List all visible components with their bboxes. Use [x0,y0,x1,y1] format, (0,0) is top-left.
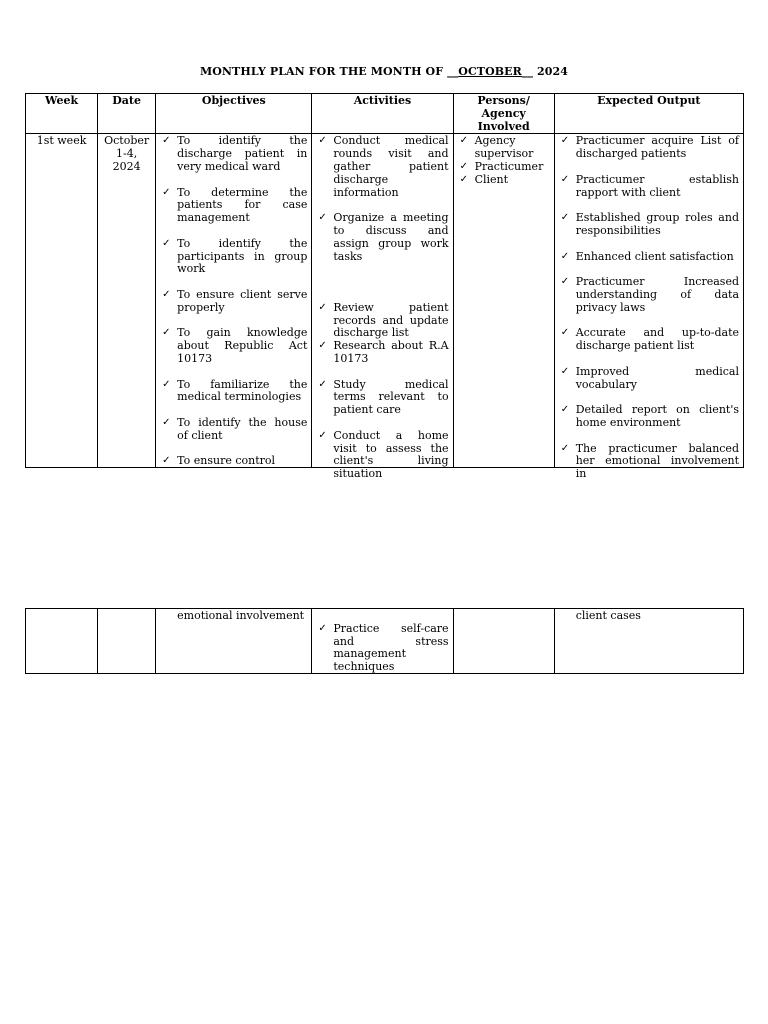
activities-cell [312,134,453,481]
monthly-plan-table-continued [25,608,744,674]
list-item: ✓ To gain knowledge about Republic Act 10173 [160,327,307,365]
objectives-cell [156,134,312,468]
activities-cell [312,609,453,674]
date-line: 1-4, [116,147,138,161]
list-item: ✓ Organize a meeting to discuss and assign group work tasks [316,212,448,263]
outputs-list [555,134,743,481]
list-item: ✓ The practicumer balanced her emotional involvement in [559,443,739,481]
list-item: ✓ Enhanced client satisfaction [559,251,739,264]
list-item: ✓ Practicumer [458,161,550,174]
list-item: ✓ Practicumer establish rapport with client [559,174,739,200]
list-item: ✓ To familiarize the medical terminologies [160,379,307,405]
outputs-continued: client cases [575,609,641,622]
list-item: ✓ Practice self-care and stress management techniques [316,623,448,674]
header-output: Expected Output [554,94,743,134]
header-persons [453,94,554,134]
list-item: ✓ Established group roles and responsibilities [559,212,739,238]
header-persons-line: Persons/ [477,94,530,107]
list-item: ✓ Study medical terms relevant to patient care [316,379,448,417]
title-month: OCTOBER [458,65,522,78]
objectives-continued: emotional involvement [177,609,305,622]
header-persons-line: Agency [481,106,526,120]
list-item: ✓ To identify the participants in group work [160,238,307,276]
persons-list [454,134,554,186]
title-suffix: __ 2024 [521,65,569,78]
list-item: ✓ Research about R.A 10173 [316,340,448,366]
header-activities: Activities [312,94,453,134]
date-value [98,134,155,467]
list-item: ✓ To identify the discharge patient in very medical ward [160,135,307,173]
list-item: ✓ Client [458,174,550,187]
header-week: Week [26,94,98,134]
date-line: October [104,134,150,148]
table-row [26,609,744,674]
objectives-cell [156,609,312,674]
date-line: 2024 [112,159,141,173]
list-item: ✓ Accurate and up-to-date discharge patient list [559,327,739,353]
list-item: ✓ To identify the house of client [160,417,307,443]
title-prefix: MONTHLY PLAN FOR THE MONTH OF __ [199,65,459,78]
list-item: ✓ Practicumer acquire List of discharged patients [559,135,739,161]
monthly-plan-table [25,93,744,481]
list-item: ✓ Practicumer Increased understanding of data privacy laws [559,276,739,314]
list-item: ✓ To ensure control [160,455,307,468]
week-cell [26,134,98,468]
table-header-row [26,94,744,134]
table-row [26,134,744,468]
header-persons-line: Involved [477,119,530,133]
list-item: ✓ Review patient records and update discharge list [316,302,448,340]
list-item: ✓ Agency supervisor [458,135,550,161]
week-value: 1st week [36,134,87,148]
list-item: ✓ Conduct medical rounds visit and gather patient discharge information [316,135,448,199]
list-item: ✓ To determine the patients for case management [160,187,307,225]
activities-list [312,134,452,481]
list-item: ✓ Improved medical vocabulary [559,366,739,392]
page-title [0,65,768,78]
list-item: ✓ Conduct a home visit to assess the client's living situation [316,430,448,481]
date-cell [98,134,156,468]
header-objectives: Objectives [156,94,312,134]
list-item: ✓ Detailed report on client's home environment [559,404,739,430]
persons-cell [453,609,554,674]
output-cell [554,134,743,481]
list-item: ✓ To ensure client serve properly [160,289,307,315]
objectives-list [156,134,311,468]
output-cell [554,609,743,674]
activities-list [312,622,452,674]
header-date: Date [98,94,156,134]
date-cell [98,609,156,674]
week-cell [26,609,98,674]
persons-cell [453,134,554,468]
